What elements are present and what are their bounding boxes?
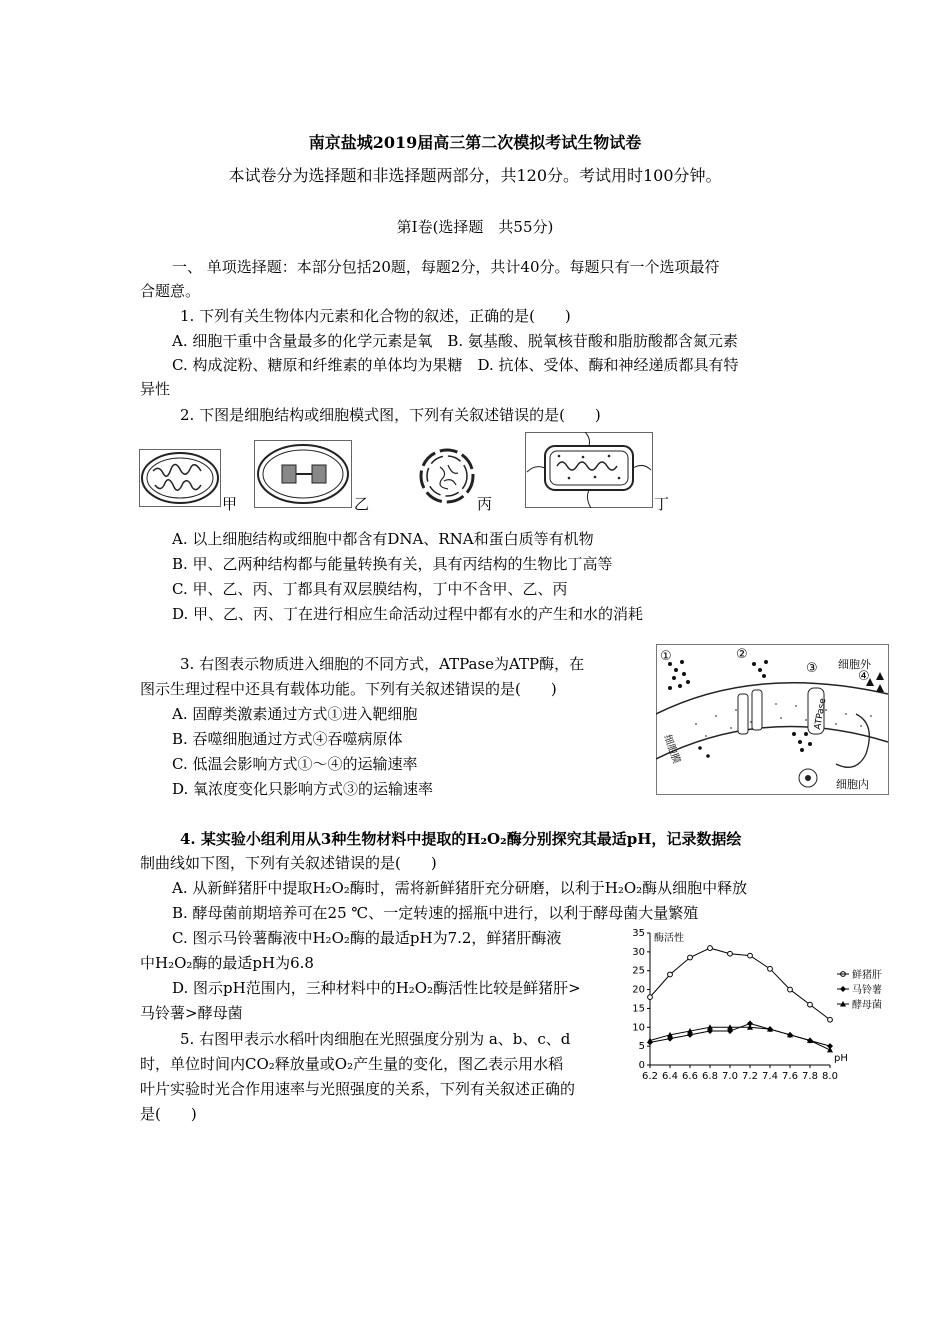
q4-stem-line1: 4. 某实验小组利用从3种生物材料中提取的H₂O₂酶分别探究其最适pH，记录数据绘	[180, 830, 742, 848]
data-point-series-1	[668, 972, 673, 977]
q5-stem-line4: 是( )	[140, 1105, 197, 1123]
q1-options-cd: C. 构成淀粉、糖原和纤维素的单体均为果糖 D. 抗体、受体、酶和神经递质都具有特	[172, 356, 739, 374]
x-tick-label: 6.6	[682, 1071, 698, 1082]
y-tick-label: 15	[632, 1003, 645, 1015]
membrane-label: 细胞膜	[661, 733, 682, 766]
q2-option-b: B. 甲、乙两种结构都与能量转换有关，具有丙结构的生物比丁高等	[172, 555, 613, 573]
q4-option-c-cont: 中H₂O₂酶的最适pH为6.8	[140, 954, 314, 972]
q4-option-a: A. 从新鲜猪肝中提取H₂O₂酶时，需将新鲜猪肝充分研磨，以利于H₂O₂酶从细胞中释放	[172, 879, 748, 897]
legend-label-1: 鲜猪肝	[852, 970, 882, 981]
nucleus-figure	[418, 447, 476, 505]
section-title: 第Ⅰ卷(选择题 共55分)	[396, 218, 554, 236]
x-tick-label: 8.0	[822, 1071, 838, 1082]
marker-3: ③	[806, 661, 818, 676]
q3-stem-line2: 图示生理过程中还具有载体功能。下列有关叙述错误的是( )	[140, 680, 557, 698]
figure-label-jia: 甲	[222, 495, 238, 513]
data-point-series-1	[808, 1002, 813, 1007]
q4-option-c: C. 图示马铃薯酶液中H₂O₂酶的最适pH为7.2，鲜猪肝酶液	[172, 929, 562, 947]
data-point-series-1	[648, 995, 653, 1000]
q3-option-d: D. 氧浓度变化只影响方式③的运输速率	[172, 780, 434, 798]
y-tick-label: 5	[638, 1041, 645, 1053]
x-tick-label: 7.4	[762, 1071, 778, 1082]
page-subtitle: 本试卷分为选择题和非选择题两部分，共120分。考试用时100分钟。	[228, 166, 722, 185]
marker-1: ①	[660, 649, 672, 664]
enzyme-activity-chart	[630, 925, 898, 1085]
q3-stem-line1: 3. 右图表示物质进入细胞的不同方式，ATPase为ATP酶，在	[180, 655, 585, 673]
x-tick-label: 7.0	[722, 1071, 738, 1082]
series-line-1	[650, 948, 830, 1020]
q5-stem-line1: 5. 右图甲表示水稻叶肉细胞在光照强度分别为 a、b、c、d	[180, 1030, 571, 1048]
q2-option-a: A. 以上细胞结构或细胞中都含有DNA、RNA和蛋白质等有机物	[172, 530, 594, 548]
q2-option-d: D. 甲、乙、丙、丁在进行相应生命活动过程中都有水的产生和水的消耗	[172, 605, 644, 623]
legend-label-2: 马铃薯	[852, 985, 882, 996]
q5-stem-line2: 时，单位时间内CO₂释放量或O₂产生量的变化，图乙表示用水稻	[140, 1055, 564, 1073]
q2-option-c: C. 甲、乙、丙、丁都具有双层膜结构，丁中不含甲、乙、丙	[172, 580, 568, 598]
y-tick-label: 0	[638, 1060, 645, 1071]
q1-stem: 1. 下列有关生物体内元素和化合物的叙述，正确的是( )	[180, 307, 571, 325]
figure-label-ding: 丁	[654, 495, 670, 513]
membrane-transport-figure	[656, 644, 889, 795]
y-axis-label: 酶活性	[654, 933, 684, 944]
atpase-label: ATPase	[813, 697, 829, 731]
marker-2: ②	[736, 647, 748, 662]
q4-option-b: B. 酵母菌前期培养可在25 ℃、一定转速的摇瓶中进行，以利于酵母菌大量繁殖	[172, 904, 699, 922]
legend-label-3: 酵母菌	[852, 1000, 882, 1011]
q2-stem: 2. 下图是细胞结构或细胞模式图，下列有关叙述错误的是( )	[180, 406, 601, 424]
y-tick-label: 30	[632, 946, 645, 958]
figure-label-bing: 丙	[477, 495, 493, 513]
x-tick-label: 6.2	[642, 1071, 658, 1082]
outside-label: 细胞外	[838, 658, 871, 671]
q1-options-cd-cont: 异性	[140, 380, 171, 398]
y-tick-label: 20	[632, 984, 645, 996]
x-tick-label: 7.2	[742, 1071, 758, 1082]
q4-stem-line2: 制曲线如下图，下列有关叙述错误的是( )	[140, 854, 437, 872]
data-point-series-1	[688, 955, 693, 960]
y-tick-label: 10	[632, 1022, 645, 1034]
figure-label-yi: 乙	[354, 495, 370, 513]
x-tick-label: 7.8	[802, 1071, 818, 1082]
data-point-series-1	[708, 946, 713, 951]
q1-options-ab: A. 细胞干重中含量最多的化学元素是氧 B. 氨基酸、脱氧核苷酸和脂肪酸都含氮元素	[172, 332, 738, 350]
data-point-series-1	[728, 951, 733, 956]
part-instruction-line2: 合题意。	[140, 282, 201, 300]
data-point-series-3	[827, 1047, 833, 1053]
part-instruction-line1: 一、 单项选择题：本部分包括20题，每题2分，共计40分。每题只有一个选项最符	[172, 258, 720, 276]
data-point-series-1	[788, 987, 793, 992]
prokaryote-figure	[525, 432, 653, 508]
q4-option-d-cont: 马铃薯>酵母菌	[140, 1004, 243, 1022]
q4-option-d: D. 图示pH范围内，三种材料中的H₂O₂酶活性比较是鲜猪肝>	[172, 979, 581, 997]
series-line-3	[650, 1027, 830, 1050]
x-axis-label: pH	[834, 1053, 848, 1064]
x-tick-label: 7.6	[782, 1071, 798, 1082]
q3-option-a: A. 固醇类激素通过方式①进入靶细胞	[172, 705, 418, 723]
data-point-series-1	[828, 1017, 833, 1022]
inside-label: 细胞内	[836, 778, 869, 791]
mitochondrion-figure	[139, 449, 221, 507]
x-tick-label: 6.4	[662, 1071, 678, 1082]
chloroplast-figure	[254, 440, 352, 508]
q5-stem-line3: 叶片实验时光合作用速率与光照强度的关系，下列有关叙述正确的	[140, 1080, 576, 1098]
data-point-series-1	[768, 966, 773, 971]
y-tick-label: 35	[632, 928, 645, 939]
marker-4: ④	[858, 669, 870, 684]
q3-option-b: B. 吞噬细胞通过方式④吞噬病原体	[172, 730, 403, 748]
data-point-series-1	[748, 953, 753, 958]
x-tick-label: 6.8	[702, 1071, 718, 1082]
y-tick-label: 25	[632, 965, 645, 977]
q3-option-c: C. 低温会影响方式①～④的运输速率	[172, 755, 418, 773]
page-title: 南京盐城2019届高三第二次模拟考试生物试卷	[308, 133, 642, 152]
